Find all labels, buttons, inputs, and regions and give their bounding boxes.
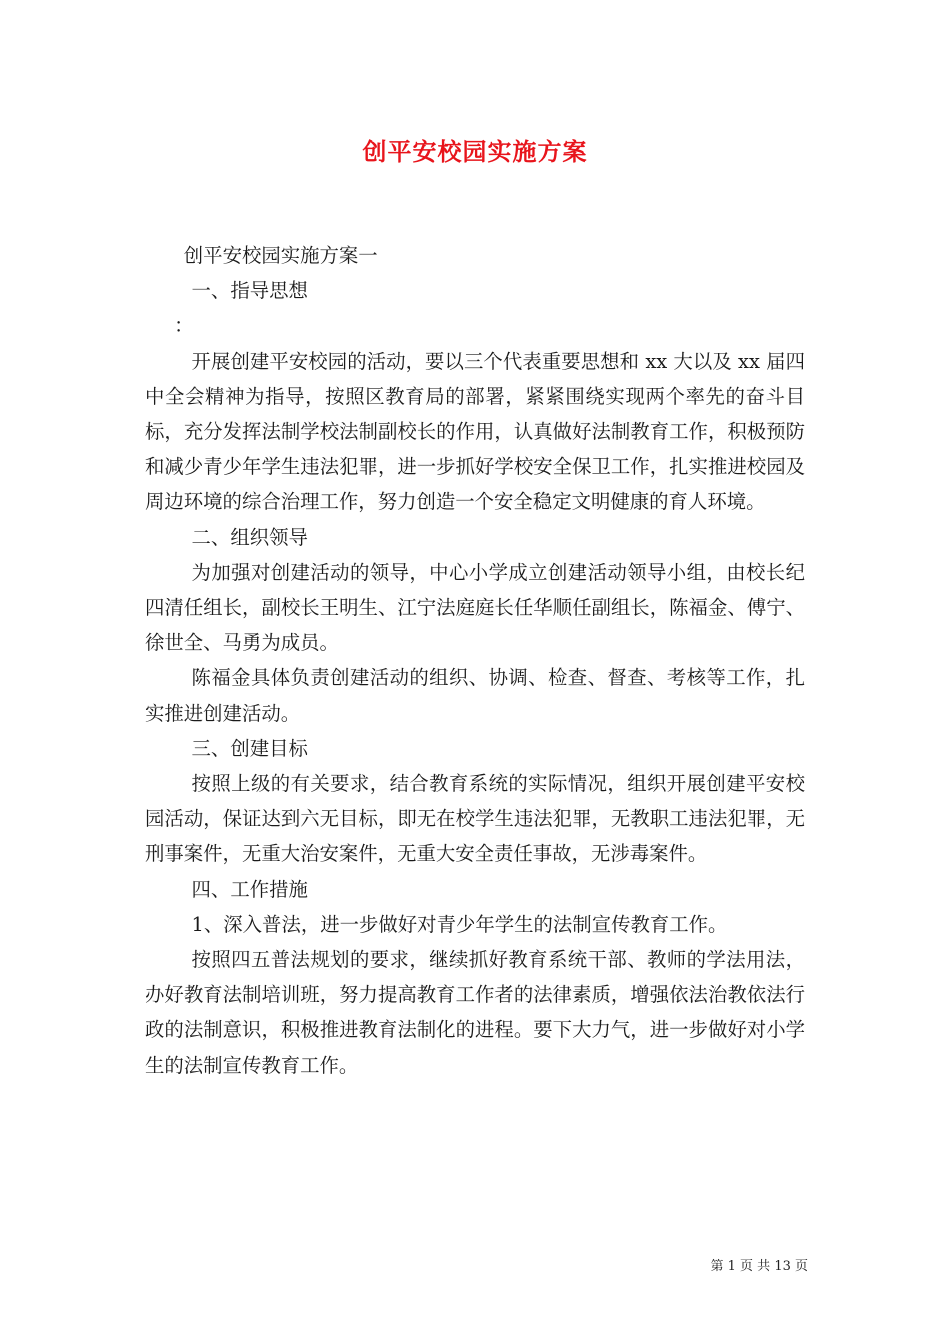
document-body (145, 238, 805, 1083)
section-heading: 四、工作措施 (191, 877, 308, 901)
page-number: 第 1 页 共 13 页 (710, 1259, 808, 1274)
section-heading: 一、指导思想 (191, 279, 308, 303)
body-paragraph: 1、深入普法，进一步做好对青少年学生的法制宣传教育工作。 (191, 912, 728, 936)
document-title: 创平安校园实施方案 (362, 137, 588, 166)
body-paragraph: 开展创建平安校园的活动，要以三个代表重要思想和 xx 大以及 xx 届四中全会精神为指导，按照区教育局的部署，紧紧围绕实现两个率先的奋斗目标，充分发挥法制学校法制副校长的作用，认真做好法制教育工作，积极预防和减少青少年学生违法犯罪，进一步抓好学校安全保卫工作，扎实推进校园及周边环境的综合治理工作，努力创造一个安全稳定文明健康的育人环境。 (145, 349, 805, 514)
section-heading: 创平安校园实施方案一 (183, 244, 378, 267)
body-paragraph: 按照上级的有关要求，结合教育系统的实际情况，组织开展创建平安校园活动，保证达到六无目标，即无在校学生违法犯罪，无教职工违法犯罪，无刑事案件，无重大治安案件，无重大安全责任事故，无涉毒案件。 (145, 772, 805, 866)
section-heading: 二、组织领导 (191, 525, 308, 549)
section-heading: 三、创建目标 (191, 736, 308, 760)
body-paragraph: 按照四五普法规划的要求，继续抓好教育系统干部、教师的学法用法，办好教育法制培训班，努力提高教育工作者的法律素质，增强依法治教依法行政的法制意识，积极推进教育法制化的进程。要下大力气，进一步做好对小学生的法制宣传教育工作。 (145, 948, 805, 1077)
body-paragraph: ： (174, 314, 194, 338)
body-paragraph: 为加强对创建活动的领导，中心小学成立创建活动领导小组，由校长纪四清任组长，副校长王明生、江宁法庭庭长任华顺任副组长，陈福金、傅宁、徐世全、马勇为成员。 (145, 560, 805, 655)
body-paragraph: 陈福金具体负责创建活动的组织、协调、检查、督查、考核等工作，扎实推进创建活动。 (145, 666, 805, 725)
